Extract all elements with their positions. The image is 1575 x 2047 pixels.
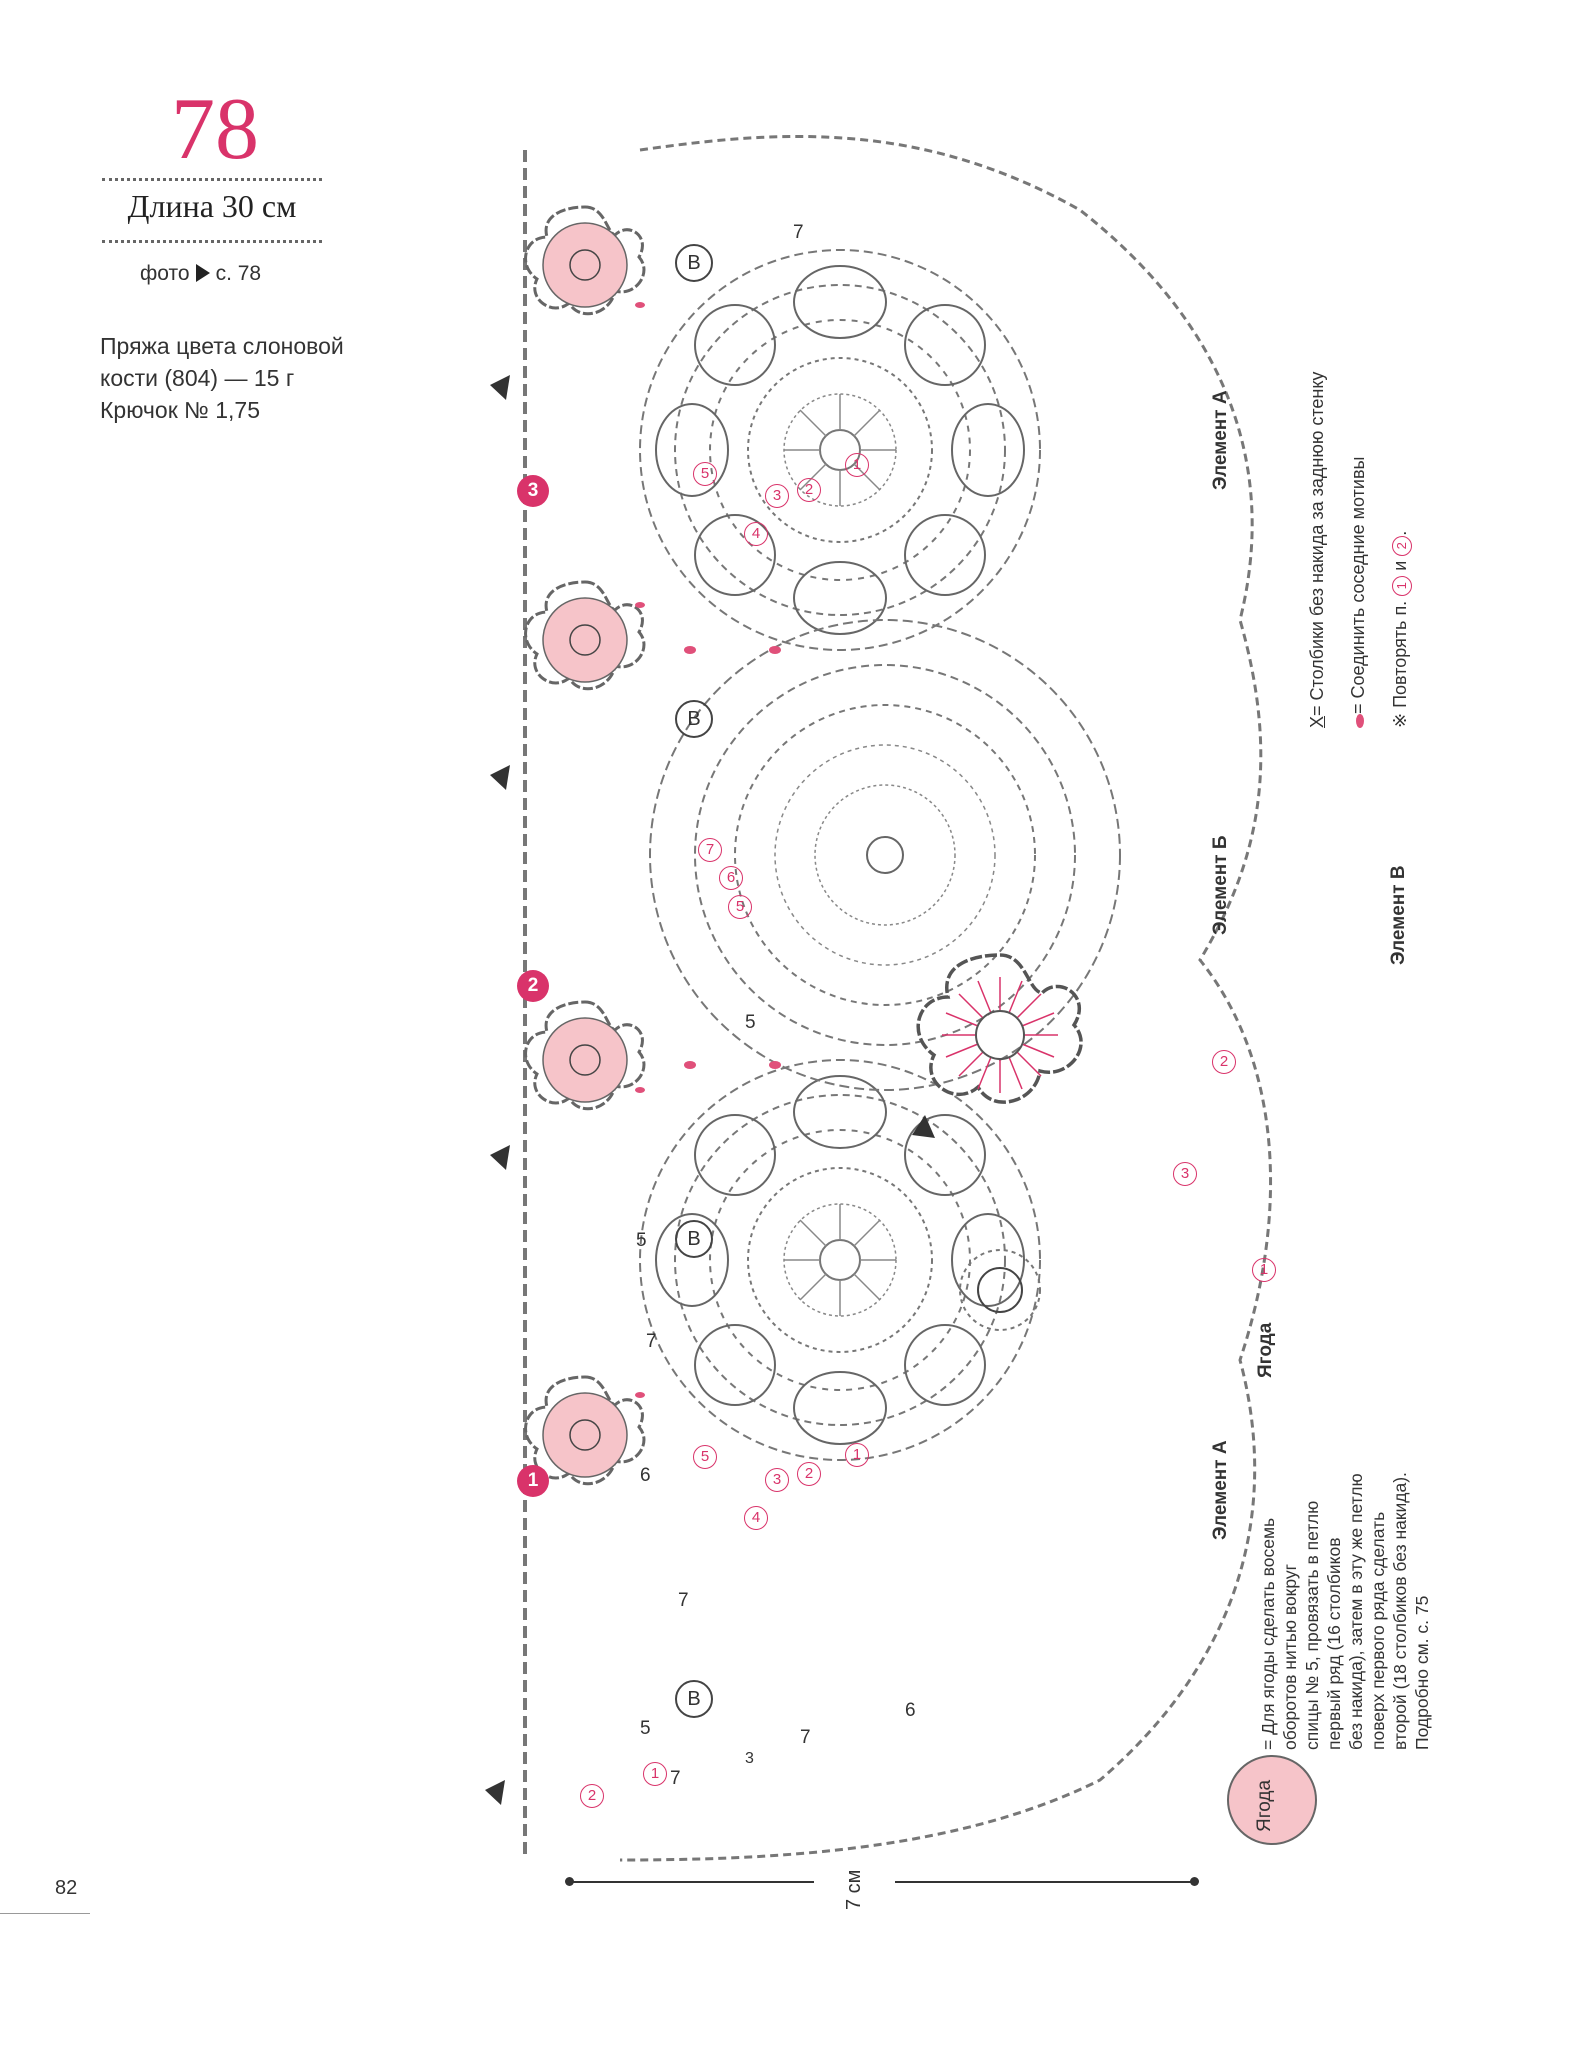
round-number: 1: [845, 453, 869, 477]
motif-v-letter: В: [675, 244, 713, 282]
chain-count: 3: [745, 1750, 754, 1767]
dotted-rule-bottom: [102, 240, 322, 243]
materials-line: кости (804) — 15 г: [100, 365, 295, 391]
round-number: 3: [765, 484, 789, 508]
page-number: 82: [55, 1877, 78, 1899]
round-number: 1: [1252, 1258, 1276, 1282]
legend-join-motifs: = Соединить соседние мотивы: [1348, 457, 1369, 728]
legend-repeat: ※ Повторять п. 1 и 2.: [1390, 530, 1410, 728]
motif-element-v-detail: [918, 955, 1081, 1102]
round-number: 2: [580, 1784, 604, 1808]
chain-count: 7: [646, 1331, 657, 1352]
dimension-endpoint: [1190, 1877, 1199, 1886]
motif-v-letter: В: [675, 1680, 713, 1718]
repeat-marker-1: 1: [517, 1465, 549, 1497]
round-number: 5: [693, 462, 717, 486]
motif-element-a-bottom: [640, 1060, 1040, 1460]
berry-badge-label: Ягода: [1254, 1779, 1275, 1832]
round-number: 1: [845, 1443, 869, 1467]
chain-count: 6: [905, 1700, 916, 1721]
round-number: 3: [1173, 1162, 1197, 1186]
round-number: 3: [765, 1468, 789, 1492]
label-element-a-top: Элемент А: [1210, 390, 1231, 490]
width-label: 7 см: [843, 1869, 865, 1910]
chain-count: 7: [800, 1727, 811, 1748]
round-number: 4: [744, 1506, 768, 1530]
round-number: 7: [698, 838, 722, 862]
motif-v-letter: В: [675, 700, 713, 738]
label-element-v: Элемент В: [1388, 865, 1409, 965]
play-arrow-icon: [196, 264, 210, 282]
chain-count: 7: [793, 222, 804, 243]
round-number: 1: [643, 1762, 667, 1786]
chain-count: 5: [636, 1230, 647, 1251]
round-number: 2: [1212, 1050, 1236, 1074]
label-element-a-bottom: Элемент А: [1210, 1440, 1231, 1540]
round-number: 2: [797, 1462, 821, 1486]
round-number: 5: [693, 1445, 717, 1469]
dotted-rule-top: [102, 178, 322, 181]
dimension-endpoint: [565, 1877, 574, 1886]
label-berry: Ягода: [1255, 1322, 1276, 1378]
materials-line: Крючок № 1,75: [100, 397, 260, 423]
pattern-number: 78: [171, 81, 259, 178]
photo-reference: [140, 262, 261, 286]
length-title: Длина 30 см: [127, 188, 297, 224]
repeat-marker-3: 3: [517, 475, 549, 507]
chain-count: 6: [640, 1465, 651, 1486]
motif-v-letter: В: [675, 1220, 713, 1258]
round-number: 2: [797, 478, 821, 502]
berry-note-text: = Для ягоды сделать восемь оборотов нитью вокруг спицы № 5, провязать в петлю первый ряд (16 столбиков без накида), затем в эту же петлю поверх первого ряда сделать второй (18 столбиков без накида). Подробно см. с. 75: [1258, 1472, 1432, 1750]
chain-count: 5: [640, 1718, 651, 1739]
berry-diagram: [960, 1250, 1040, 1330]
round-number: 5: [728, 895, 752, 919]
chain-count: 5: [745, 1012, 756, 1033]
materials-line: Пряжа цвета слоновой: [100, 333, 344, 359]
dimension-line-left: [569, 1881, 814, 1883]
round-number: 6: [719, 866, 743, 890]
page-rule: [0, 1913, 90, 1914]
legend-sc-back-loop: X= Столбики без накида за заднюю стенку: [1307, 371, 1327, 728]
label-element-b: Элемент Б: [1210, 835, 1231, 935]
photo-page: с. 78: [215, 262, 262, 285]
motif-element-a-top: [640, 250, 1040, 650]
chain-count: 7: [670, 1768, 681, 1789]
repeat-marker-2: 2: [517, 970, 549, 1002]
chain-count: 7: [678, 1590, 689, 1611]
materials: [100, 330, 400, 426]
photo-label: фото: [140, 262, 190, 285]
dimension-line-right: [895, 1881, 1195, 1883]
round-number: 4: [744, 522, 768, 546]
